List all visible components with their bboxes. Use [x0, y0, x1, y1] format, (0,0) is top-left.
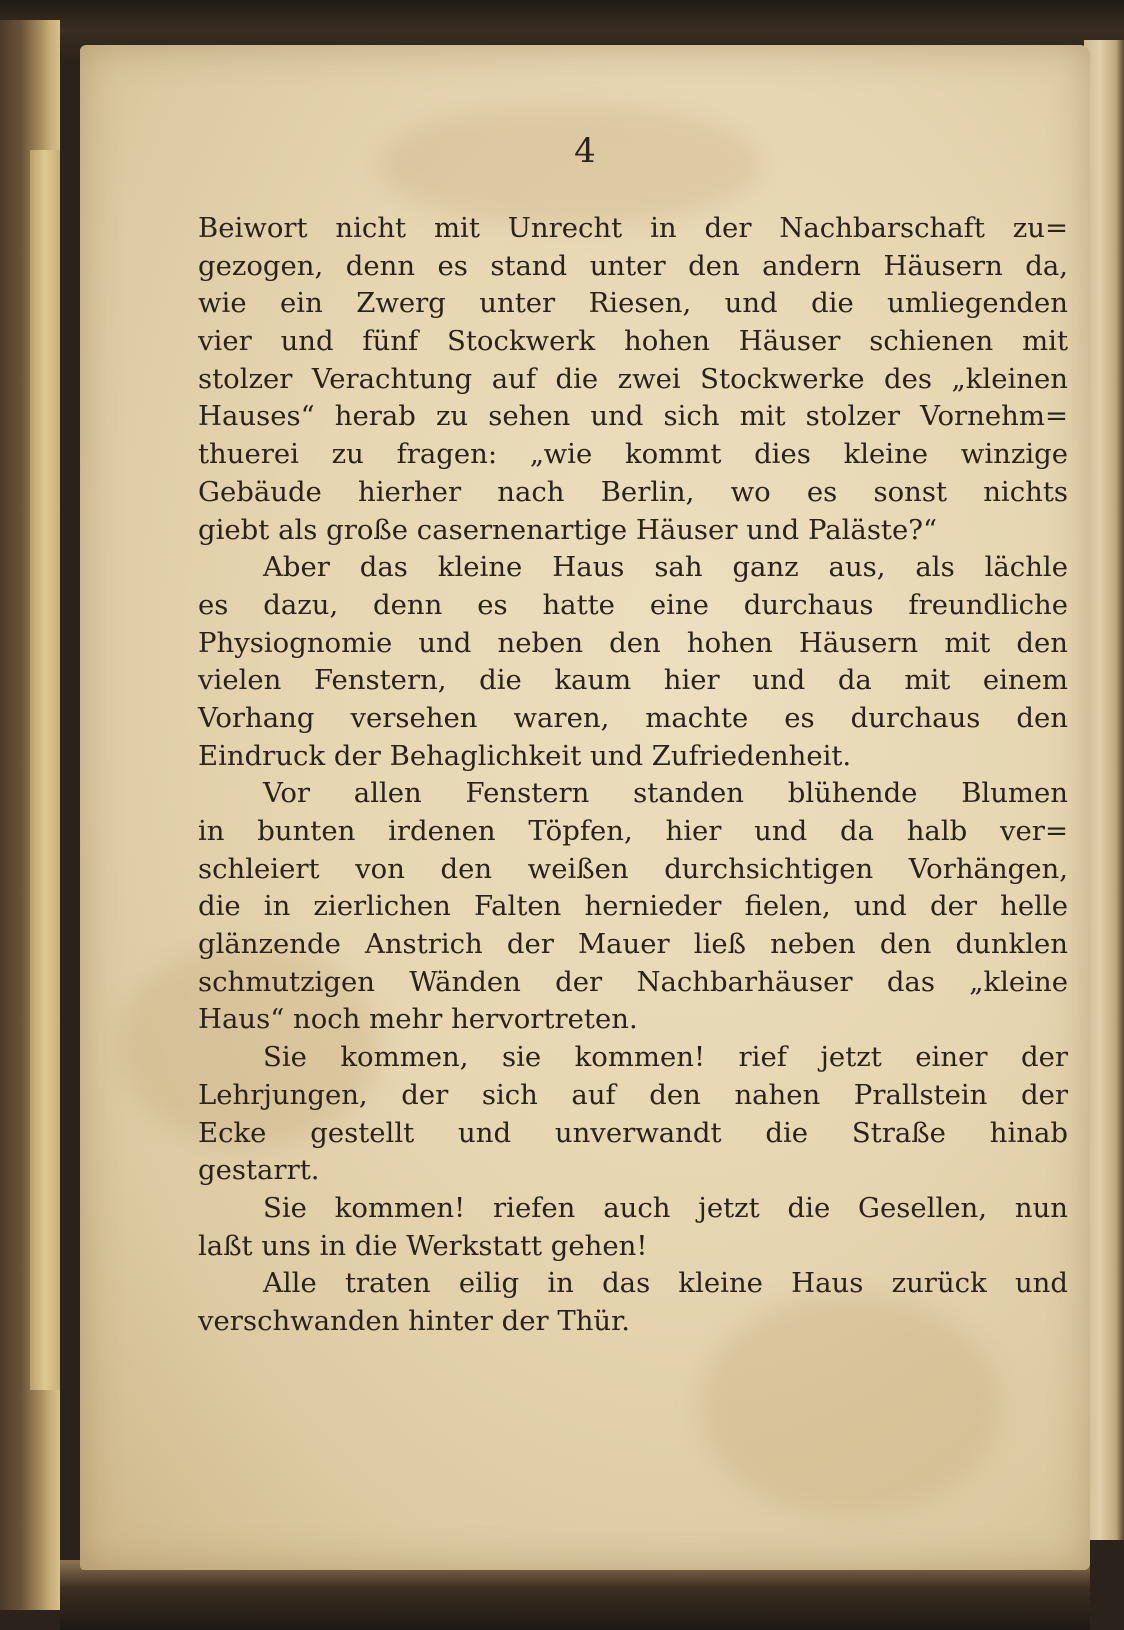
text-line: Hauses“ herab zu sehen und sich mit stolzer Vornehm=: [198, 400, 1068, 433]
text-line: giebt als große casernenartige Häuser und Paläste?“: [198, 513, 938, 546]
text-line: Vorhang versehen waren, machte es durchaus den: [198, 701, 1068, 734]
text-line: verschwanden hinter der Thür.: [198, 1304, 630, 1337]
text-line: Vor allen Fenstern standen blühende Blumen: [263, 777, 1068, 810]
text-line: in bunten irdenen Töpfen, hier und da halb ver=: [198, 815, 1068, 847]
text-line: laßt uns in die Werkstatt gehen!: [198, 1229, 648, 1262]
book-bottom-edge: [60, 1560, 1090, 1630]
page-number: 4: [574, 131, 596, 171]
text-line: schmutzigen Wänden der Nachbarhäuser das „kleine: [198, 965, 1068, 998]
text-line: Alle traten eilig in das kleine Haus zurück und: [263, 1267, 1068, 1300]
text-line: Haus“ noch mehr hervortreten.: [198, 1003, 638, 1036]
binding-strip: [30, 150, 60, 1390]
text-line: die in zierlichen Falten hernieder fielen, und der helle: [198, 890, 1068, 923]
text-line: gestarrt.: [198, 1154, 320, 1187]
text-line: Gebäude hierher nach Berlin, wo es sonst nichts: [198, 475, 1068, 508]
body-text: [198, 210, 1068, 1341]
text-line: glänzende Anstrich der Mauer ließ neben den dunklen: [198, 928, 1068, 961]
text-line: stolzer Verachtung auf die zwei Stockwerke des „kleinen: [198, 362, 1068, 395]
text-line: es dazu, denn es hatte eine durchaus freundliche: [198, 588, 1068, 621]
text-line: Aber das kleine Haus sah ganz aus, als lächle: [263, 551, 1068, 584]
text-line: gezogen, denn es stand unter den andern Häusern da,: [198, 249, 1068, 282]
text-line: Lehrjungen, der sich auf den nahen Prallstein der: [198, 1078, 1068, 1111]
text-line: wie ein Zwerg unter Riesen, und die umliegenden: [198, 287, 1068, 320]
text-line: Sie kommen! riefen auch jetzt die Gesellen, nun: [263, 1191, 1068, 1224]
text-line: schleiert von den weißen durchsichtigen Vorhängen,: [198, 852, 1068, 885]
text-line: vielen Fenstern, die kaum hier und da mit einem: [198, 664, 1068, 697]
text-line: Sie kommen, sie kommen! rief jetzt einer der: [263, 1041, 1068, 1074]
book-page: [80, 45, 1090, 1570]
text-line: vier und fünf Stockwerk hohen Häuser schienen mit: [198, 325, 1068, 358]
text-line: Ecke gestellt und unverwandt die Straße hinab: [198, 1116, 1068, 1149]
text-line: thuerei zu fragen: „wie kommt dies kleine winzige: [198, 438, 1068, 471]
text-line: Eindruck der Behaglichkeit und Zufriedenheit.: [198, 739, 852, 772]
text-line: Physiognomie und neben den hohen Häusern mit den: [198, 626, 1068, 659]
text-line: Beiwort nicht mit Unrecht in der Nachbarschaft zu=: [198, 212, 1068, 244]
page-edges: [1084, 40, 1124, 1540]
